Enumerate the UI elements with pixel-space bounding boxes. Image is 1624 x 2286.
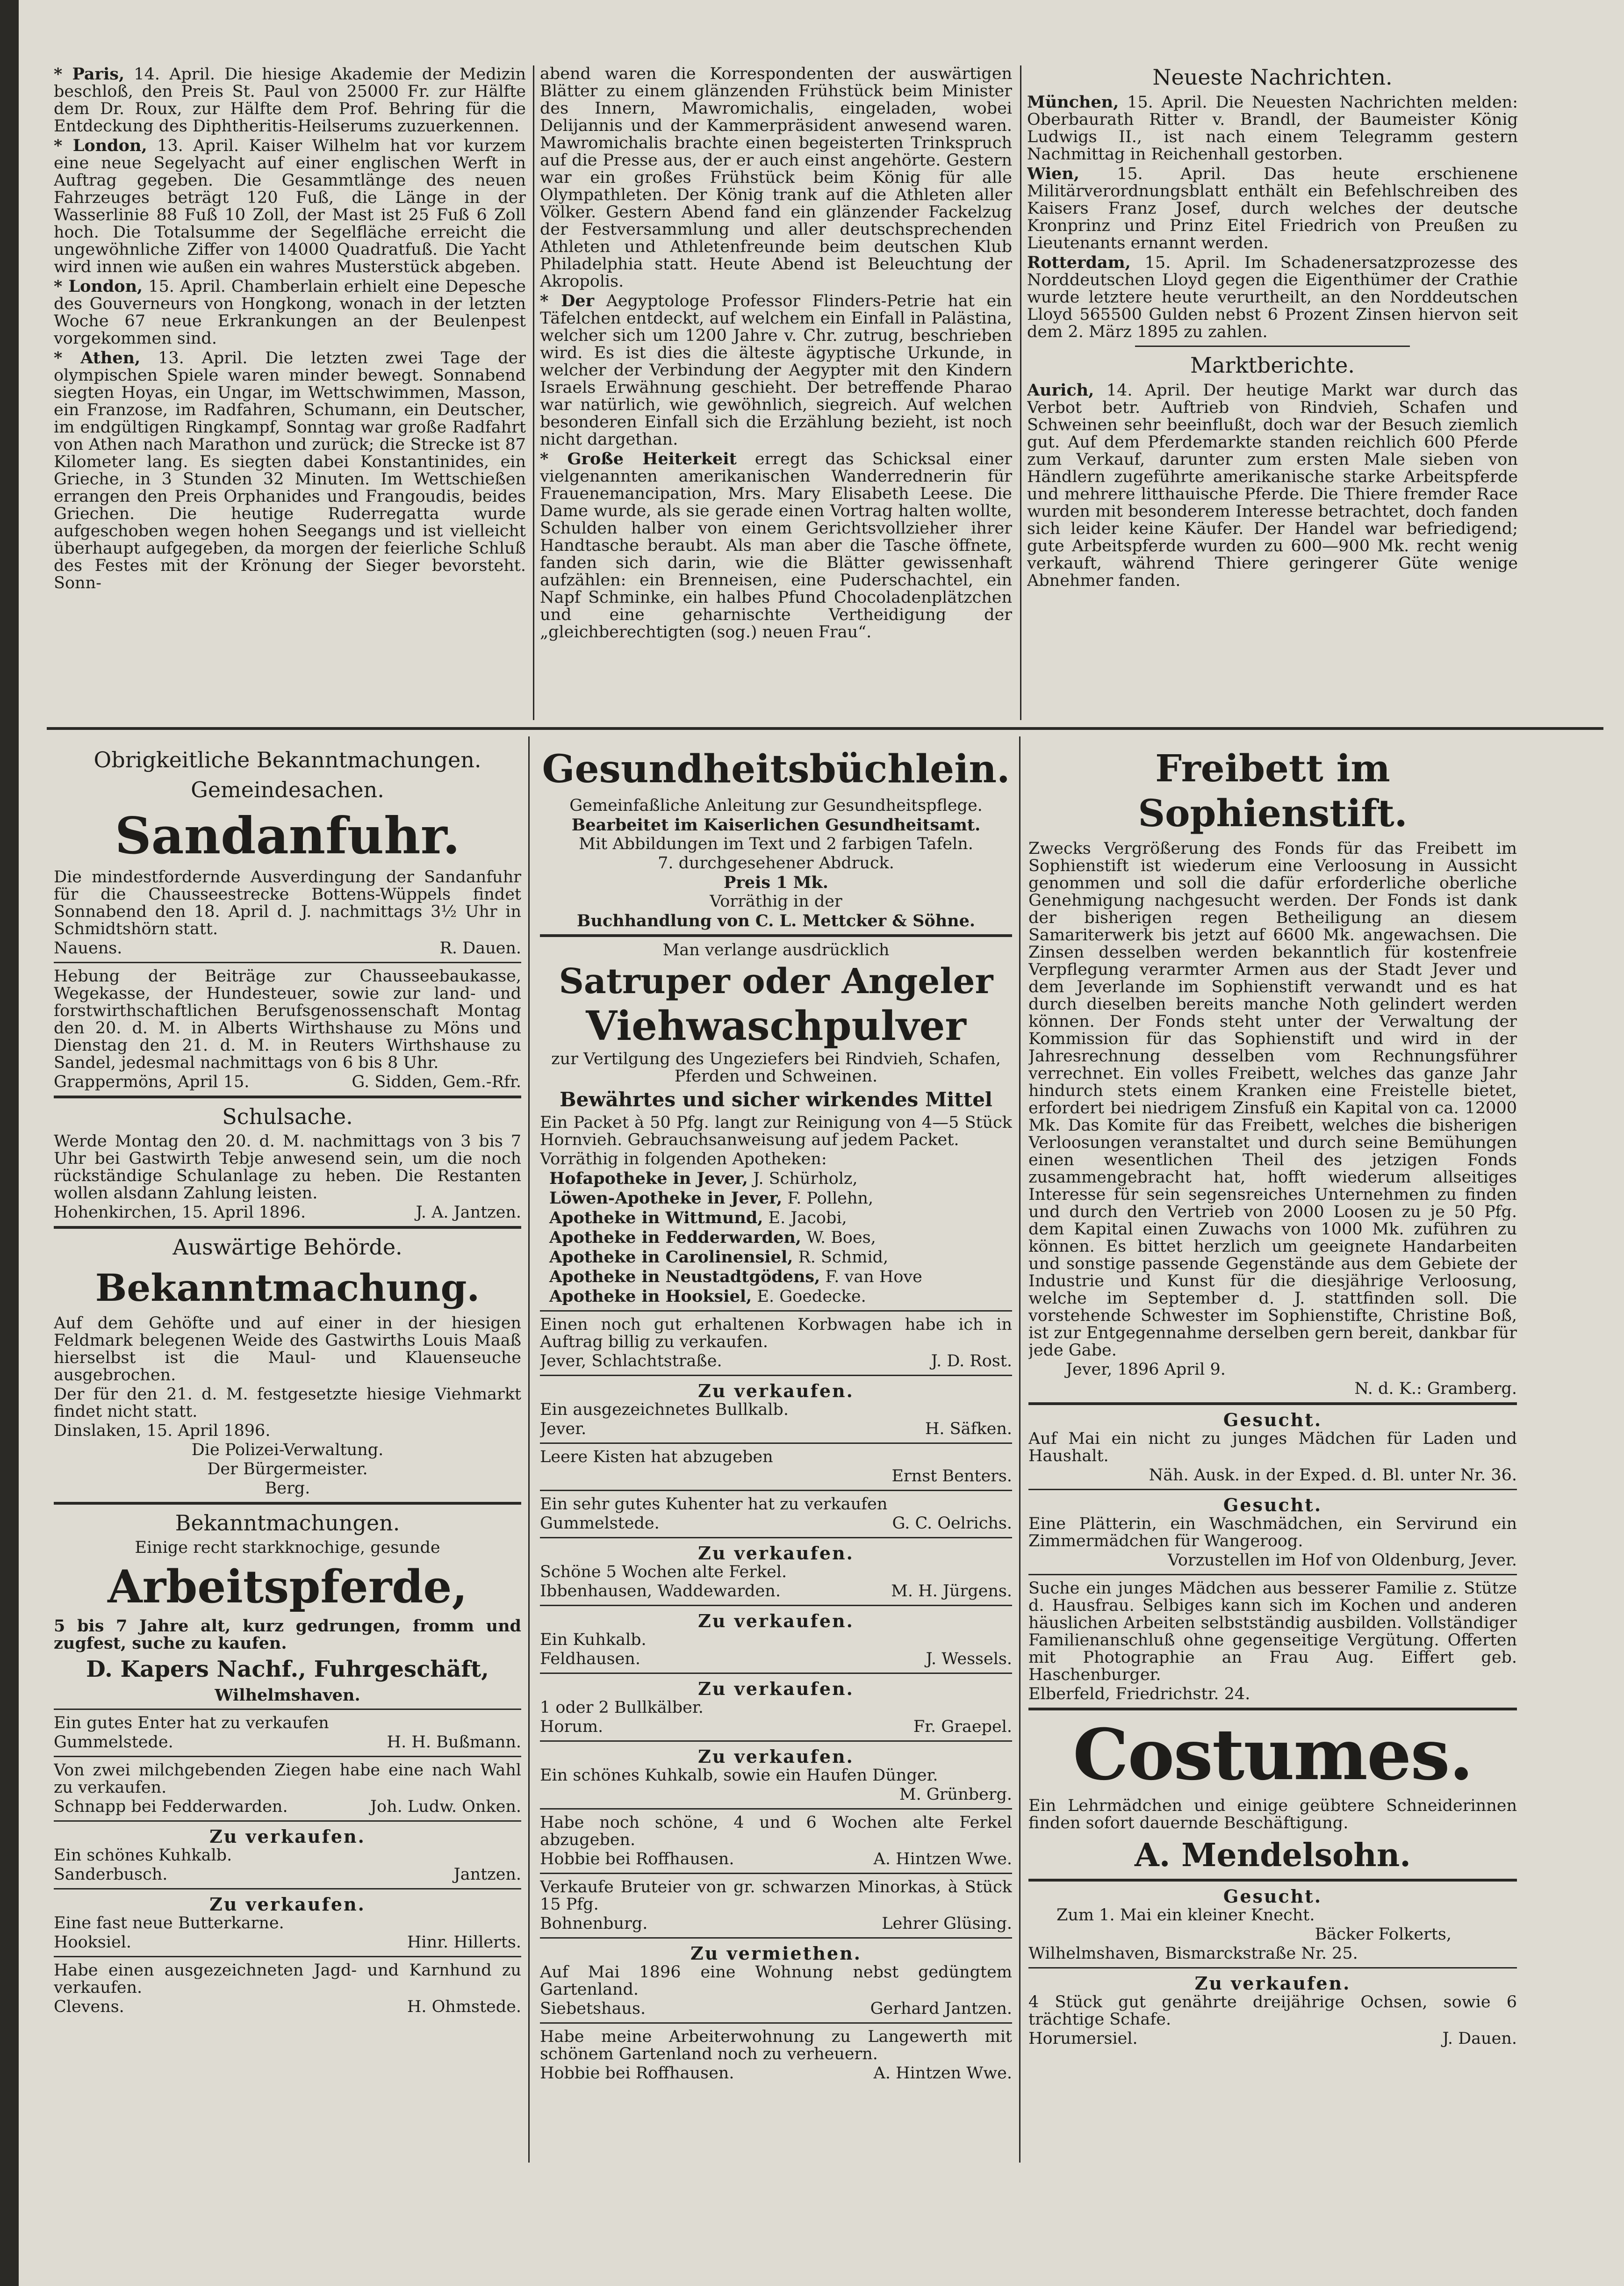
apotheke-row bbox=[540, 1248, 1012, 1266]
news-item bbox=[540, 65, 1012, 290]
small-ad-text: Ein schönes Kuhkalb, sowie ein Haufen Dünger. bbox=[540, 1766, 938, 1785]
small-ad-name: Jantzen. bbox=[453, 1865, 521, 1884]
arbeitspferde-firm: D. Kapers Nachf., Fuhrgeschäft, bbox=[86, 1656, 489, 1682]
sat-sub: zur Vertilgung des Ungeziefers bei Rindvieh, Schafen, Pferden und Schweinen. bbox=[551, 1050, 1001, 1086]
arbeitspferde-pre: Einige recht starkknochige, gesunde bbox=[135, 1538, 440, 1557]
schulsache-text: Werde Montag den 20. d. M. nachmittags von 3 bis 7 Uhr bei Gastwirth Tebje anwesend sein, um die noch rückständige Schulanlage zu heben. Die Restanten wollen alsdann Zahlung leisten. bbox=[54, 1132, 521, 1203]
small-ad-place: Schnapp bei Fedderwarden. bbox=[54, 1797, 288, 1816]
news-column-2 bbox=[540, 65, 1012, 725]
gb-bookshop: Buchhandlung von C. L. Mettcker & Söhne. bbox=[576, 911, 976, 930]
news-column-3 bbox=[1027, 61, 1518, 725]
costumes-text: Ein Lehrmädchen und einige geübtere Schneiderinnen finden sofort dauernde Beschäftigung. bbox=[1028, 1796, 1517, 1832]
gesucht-heading: Gesucht. bbox=[1223, 1494, 1322, 1515]
divider bbox=[540, 1873, 1012, 1874]
small-ad-place: Feldhausen. bbox=[540, 1650, 640, 1668]
small-ad-text: Ein ausgezeichnetes Bullkalb. bbox=[540, 1400, 789, 1419]
small-ad-heading: Zu verkaufen. bbox=[698, 1746, 854, 1767]
news-lead: * London, bbox=[54, 277, 143, 296]
small-ad-heading: Zu verkaufen. bbox=[698, 1678, 854, 1699]
news-text: 15. April. Das heute erschienene Militärverordnungsblatt enthält ein Befehlschreiben des Kaisers Franz Josef, durch welches der deutsche Kronprinz und Prinz Eitel Friedrich von Preußen zu Lieutenants ernannt werden. bbox=[1027, 165, 1518, 252]
signature-row: Hohenkirchen, 15. April 1896. J. A. Jantzen. bbox=[54, 1203, 521, 1222]
divider bbox=[1135, 346, 1410, 347]
small-ad-text: Ein Kuhkalb. bbox=[540, 1630, 647, 1649]
column-rule bbox=[533, 65, 534, 720]
small-ad bbox=[540, 1496, 1012, 1538]
small-ad-name: J. Wessels. bbox=[926, 1650, 1012, 1668]
small-ad-place: Clevens. bbox=[54, 1998, 124, 2016]
small-ad-place: Hobbie bei Roffhausen. bbox=[540, 2064, 734, 2083]
small-ad-name: A. Hintzen Wwe. bbox=[873, 1850, 1012, 1868]
divider bbox=[1028, 1402, 1517, 1405]
small-ad bbox=[54, 1962, 521, 2016]
small-ad-place: Ibbenhausen, Waddewarden. bbox=[540, 1582, 781, 1601]
signature-row: Grappermöns, April 15. G. Sidden, Gem.-Rfr. bbox=[54, 1073, 521, 1091]
small-ad-signature bbox=[54, 1798, 521, 1816]
gesucht-signature: Bäcker Folkerts, bbox=[1315, 1925, 1452, 1944]
small-ad-signature bbox=[54, 1866, 521, 1883]
news-text: 15. April. Chamberlain erhielt eine Depesche des Gouverneurs von Hongkong, wonach in der letzten Woche 67 neue Erkrankungen an der Beulenpest vorgekommen sind. bbox=[54, 277, 526, 348]
divider bbox=[1028, 1879, 1517, 1882]
hebung-text: Hebung der Beiträge zur Chausseebaukasse, Wegekasse, der Hundesteuer, sowie zur land- und forstwirthschaftlichen Berufsgenossenschaft Montag den 20. d. M. in Alberts Wirthshause zu Möns und Dienstag den 21. d. M. in Reuters Wirthshause zu Sandel, jedesmal nachmittags von 6 bis 8 Uhr. bbox=[54, 967, 521, 1072]
small-ad bbox=[540, 1449, 1012, 1491]
small-ad bbox=[540, 1381, 1012, 1444]
sat-pre: Man verlange ausdrücklich bbox=[662, 941, 890, 959]
section-divider bbox=[47, 727, 1603, 730]
small-ad-text: Habe noch schöne, 4 und 6 Wochen alte Ferkel abzugeben. bbox=[540, 1813, 1012, 1849]
divider bbox=[540, 934, 1012, 937]
small-ad-name: M. Grünberg. bbox=[899, 1785, 1012, 1804]
apotheke-row bbox=[540, 1288, 1012, 1305]
news-text: 15. April. Die Neuesten Nachrichten melden: Oberbaurath Ritter v. Brandl, der Baumeister König Ludwigs II., ist nach einem Telegramm gestern Nachmittag in Reichenhall gestorben. bbox=[1027, 93, 1518, 164]
divider bbox=[540, 1673, 1012, 1674]
gesucht-text: Zum 1. Mai ein kleiner Knecht. bbox=[1056, 1906, 1315, 1925]
news-item bbox=[54, 349, 526, 592]
apotheke-name: Löwen-Apotheke in Jever, bbox=[549, 1189, 783, 1208]
freibett-text: Zwecks Vergrößerung des Fonds für das Freibett im Sophienstift ist wiederum eine Verloosung in Aussicht genommen und soll die dafür erforderliche oberliche Genehmigung nachgesucht werden. Der Fonds ist dank der bisherigen regen Betheiligung an diesem Samariterwerk bis jetzt auf 6600 Mk. angewachsen. Die Zinsen desselben werden bekanntlich für kostenfreie Verpflegung verarmter Armen aus der Stadt Jever und dem Jeverlande im Sophienstift verwandt und es hat durch dieselben bereits manche Noth gelindert werden können. Der Fonds steht unter der Verwaltung der Kommission für das Sophienstift und wird in der Jahresrechnung desselben vom Rechnungsführer verrechnet. Ein volles Freibett, welches das ganze Jahr hindurch stets einem Kranken eine Freistelle bietet, erfordert bei niedrigem Zinsfuß ein Kapital von ca. 12000 Mk. Das Komite für das Freibett, welches die bisherigen Verloosungen veranstaltet und durch seine Bemühungen einen wesentlichen Theil des jetzigen Fonds zusammengebracht hat, hofft wiederum allseitiges Interesse für sein segensreiches Unternehmen zu finden und durch den Vertrieb von 2000 Loosen zu je 50 Pfg. dem Kapital einen Zuwachs von 1000 Mk. zuführen zu können. Es bittet herzlich um geeignete Handarbeiten und sonstige passende Gegenstände aus dem Gebiete der Industrie und Kunst für die diesjährige Verloosung, welche im September d. J. stattfinden soll. Die vorstehende Schwester im Sophienstifte, Christine Boß, ist zur Entgegennahme derselben gern bereit, dankbar für jede Gabe. bbox=[1028, 839, 1517, 1360]
costumes-title: Costumes. bbox=[1072, 1714, 1473, 1796]
gesucht-text: Eine Plätterin, ein Waschmädchen, ein Servirund ein Zimmermädchen für Wangeroog. bbox=[1028, 1514, 1517, 1550]
small-ad-signature bbox=[540, 1851, 1012, 1868]
divider bbox=[54, 1820, 521, 1822]
small-ad-heading: Zu verkaufen. bbox=[698, 1380, 854, 1401]
gesundheitsbuechlein-title: Gesundheitsbüchlein. bbox=[542, 747, 1010, 792]
small-ad-place: Bohnenburg. bbox=[540, 1914, 648, 1933]
suche-text: Suche ein junges Mädchen aus besserer Familie z. Stütze d. Hausfrau. Selbiges kann sich im Kochen und anderen häuslichen Arbeiten selbstständig ausbilden. Vollständiger Familienanschluß ohne gegenseitige Vergütung. Offerten mit Photographie an Frau Aug. Eiffert geb. Haschenburger. bbox=[1028, 1579, 1517, 1684]
ads-column-3 bbox=[1028, 741, 1517, 2172]
apotheke-owner: J. Schürholz, bbox=[753, 1169, 858, 1188]
arbeitspferde-text: 5 bis 7 Jahre alt, kurz gedrungen, fromm und zugfest, suche zu kaufen. bbox=[54, 1616, 521, 1653]
verkaufen-heading: Zu verkaufen. bbox=[1194, 1973, 1351, 1994]
signature-row: Horumersiel. J. Dauen. bbox=[1028, 2029, 1517, 2048]
gesucht-ref: Vorzustellen im Hof von Oldenburg, Jever. bbox=[1167, 1551, 1517, 1570]
small-ad-signature bbox=[540, 2065, 1012, 2082]
apotheke-name: Apotheke in Neustadtgödens, bbox=[549, 1267, 820, 1286]
small-ad bbox=[54, 1826, 521, 1889]
small-ad-name: H. H. Bußmann. bbox=[387, 1733, 521, 1752]
small-ad-place: Jever, Schlachtstraße. bbox=[540, 1352, 722, 1370]
gb-line: Gemeinfaßliche Anleitung zur Gesundheitspflege. bbox=[569, 796, 983, 815]
news-text: abend waren die Korrespondenten der auswärtigen Blätter zu einem glänzenden Frühstück beim Minister des Innern, Mawromichalis, eingeladen, wobei Delijannis und der Kammerpräsident anwesend waren. Mawromichalis brachte einen begeisterten Trinkspruch auf die Presse aus, der er auch einst angehörte. Gestern war ein großes Frühstück beim König für alle Olympathleten. Der König trank auf die Athleten aller Völker. Gestern Abend fand ein glänzender Fackelzug der Festversammlung und aller deutschsprechenden Athleten und Athletenfreunde beim deutschen Klub Philadelphia statt. Heute Abend ist Beleuchtung der Akropolis. bbox=[540, 65, 1012, 291]
gesucht-heading: Gesucht. bbox=[1223, 1886, 1322, 1907]
small-ad-place: Hobbie bei Roffhausen. bbox=[540, 1850, 734, 1868]
apotheke-owner: E. Jacobi, bbox=[768, 1209, 847, 1227]
apotheke-row bbox=[540, 1229, 1012, 1247]
small-ad-heading: Zu verkaufen. bbox=[209, 1826, 366, 1847]
small-ad bbox=[540, 1746, 1012, 1810]
small-ad bbox=[54, 1762, 521, 1822]
divider bbox=[1028, 1574, 1517, 1575]
apotheke-row bbox=[540, 1268, 1012, 1286]
page-edge-shadow bbox=[0, 0, 19, 2286]
news-item bbox=[1027, 165, 1518, 252]
bekanntmachung-text: Der für den 21. d. M. festgesetzte hiesige Viehmarkt findet nicht statt. bbox=[54, 1385, 521, 1421]
small-ad-place: Horum. bbox=[540, 1717, 604, 1736]
divider bbox=[54, 962, 521, 963]
sandanfuhr-title: Sandanfuhr. bbox=[115, 807, 460, 865]
small-ad bbox=[540, 1679, 1012, 1742]
apotheke-name: Apotheke in Wittmund, bbox=[549, 1208, 763, 1227]
small-ad-signature bbox=[540, 1786, 1012, 1803]
divider bbox=[54, 1226, 521, 1229]
divider bbox=[54, 1956, 521, 1957]
viehwaschpulver-title: Viehwaschpulver bbox=[586, 1002, 966, 1050]
small-ad-heading: Zu vermiethen. bbox=[690, 1943, 862, 1964]
small-ad-text: Ein gutes Enter hat zu verkaufen bbox=[54, 1714, 329, 1732]
satruper-title: Satruper oder Angeler bbox=[559, 961, 993, 1002]
divider bbox=[540, 1937, 1012, 1939]
column-rule bbox=[1020, 65, 1021, 720]
divider bbox=[540, 1490, 1012, 1491]
divider bbox=[540, 1605, 1012, 1606]
small-ad bbox=[540, 1543, 1012, 1606]
freibett-signature: N. d. K.: Gramberg. bbox=[1354, 1379, 1517, 1398]
small-ad-signature bbox=[540, 2000, 1012, 2018]
heading-bekanntmachungen: Bekanntmachungen. bbox=[175, 1510, 400, 1536]
apotheke-name: Hofapotheke in Jever, bbox=[549, 1169, 748, 1188]
suche-ref: Elberfeld, Friedrichstr. 24. bbox=[1028, 1685, 1250, 1703]
ads-column-2 bbox=[540, 741, 1012, 2172]
apotheke-row bbox=[540, 1190, 1012, 1207]
sat-vorraethig: Vorräthig in folgenden Apotheken: bbox=[540, 1150, 827, 1168]
small-ad-name: Lehrer Glüsing. bbox=[882, 1914, 1012, 1933]
news-lead: * Große Heiterkeit bbox=[540, 449, 737, 469]
small-ad-text: Einen noch gut erhaltenen Korbwagen habe ich in Auftrag billig zu verkaufen. bbox=[540, 1315, 1012, 1351]
market-report: Aurich, 14. April. Der heutige Markt war durch das Verbot betr. Auftrieb von Rindvieh, Schafen und Schweinen sehr beeinflußt, doch war der Besuch ziemlich gut. Auf dem Pferdemarkte standen reichlich 600 Pferde zum Verkauf, darunter zum ersten Male sieben von Händlern zugeführte amerikanische starke Arbeitspferde und mehrere litthauische Pferde. Die Thiere fremder Race wurden mit besonderem Interesse betrachtet, doch fanden sich leider keine Käufer. Der Handel war befriedigend; gute Arbeitspferde wurden zu 600—900 Mk. recht wenig verkauft, während Thiere geringerer Güte wenige Abnehmer fanden. bbox=[1027, 381, 1518, 590]
signature: Der Bürgermeister. bbox=[207, 1460, 368, 1478]
column-rule bbox=[528, 736, 530, 2163]
sandanfuhr-text: Die mindestfordernde Ausverdingung der Sandanfuhr für die Chausseestrecke Bottens-Wüppels findet Sonnabend den 18. April d. J. nachmittags 3½ Uhr in Schmidtshörn statt. bbox=[54, 868, 521, 938]
newspaper-page bbox=[19, 0, 1624, 2286]
small-ad-text: Auf Mai 1896 eine Wohnung nebst gedüngtem Gartenland. bbox=[540, 1963, 1012, 1999]
small-ad-place: Siebetshaus. bbox=[540, 1999, 646, 2018]
small-ad-place: Gummelstede. bbox=[540, 1514, 660, 1533]
heading-neueste-nachrichten: Neueste Nachrichten. bbox=[1152, 65, 1393, 90]
news-text: erregt das Schicksal einer vielgenannten amerikanischen Wanderrednerin für Frauenemancipation, Mrs. Mary Elisabeth Leese. Die Dame wurde, als sie gerade einen Vortrag halten wollte, Schulden halber von einem Gerichtsvollzieher ihrer Handtasche beraubt. Als man aber die Tasche öffnete, fanden sich darin, wie die Blätter gewissenhaft aufzählen: ein Brenneisen, eine Puderschachtel, ein Napf Schminke, ein halbes Pfund Chocoladenplätzchen und eine geharnischte Vertheidigung der „gleichberechtigten (sog.) neuen Frau“. bbox=[540, 450, 1012, 642]
small-ad-signature bbox=[54, 1734, 521, 1751]
gb-line: 7. durchgesehener Abdruck. bbox=[658, 854, 894, 873]
small-ad-signature bbox=[540, 1583, 1012, 1600]
small-ad-name: Ernst Benters. bbox=[891, 1467, 1012, 1486]
small-ad-signature bbox=[540, 1421, 1012, 1438]
heading-obrigkeitliche: Obrigkeitliche Bekanntmachungen. bbox=[93, 747, 481, 772]
news-lead: * Der bbox=[540, 291, 595, 310]
apotheke-name: Apotheke in Carolinensiel, bbox=[549, 1248, 793, 1267]
news-column-1 bbox=[54, 65, 526, 725]
small-ad-signature bbox=[540, 1515, 1012, 1532]
news-item bbox=[1027, 94, 1518, 163]
apotheke-owner: E. Goedecke. bbox=[757, 1287, 866, 1306]
small-ad-signature bbox=[540, 1353, 1012, 1370]
small-ad-heading: Zu verkaufen. bbox=[698, 1543, 854, 1564]
small-ad-name: M. H. Jürgens. bbox=[891, 1582, 1012, 1601]
small-ad-text: Schöne 5 Wochen alte Ferkel. bbox=[540, 1563, 787, 1581]
divider bbox=[54, 1096, 521, 1098]
news-item bbox=[540, 292, 1012, 448]
small-ad-signature bbox=[540, 1915, 1012, 1933]
small-ad-name: A. Hintzen Wwe. bbox=[873, 2064, 1012, 2083]
news-text: 13. April. Kaiser Wilhelm hat vor kurzem eine neue Segelyacht auf einer englischen Werft in Auftrag gegeben. Die Gesammtlänge des neuen Fahrzeuges beträgt 120 Fuß, die Länge in der Wasserlinie 88 Fuß 10 Zoll, der Mast ist 25 Fuß 6 Zoll hoch. Die Totalsumme der Segelfläche erreicht die ungewöhnliche Ziffer von 14000 Quadratfuß. Die Yacht wird innen wie außen ein wahres Musterstück abgeben. bbox=[54, 137, 526, 276]
news-lead: * Paris, bbox=[54, 65, 125, 84]
news-item bbox=[54, 65, 526, 135]
small-ad-name: Gerhard Jantzen. bbox=[870, 1999, 1012, 2018]
small-ad-heading: Zu verkaufen. bbox=[698, 1610, 854, 1631]
small-ad-text: Habe meine Arbeiterwohnung zu Langewerth mit schönem Gartenland noch zu verheuern. bbox=[540, 2027, 1012, 2063]
small-ad-name: Joh. Ludw. Onken. bbox=[370, 1797, 521, 1816]
divider bbox=[54, 1502, 521, 1505]
heading-gemeindesachen: Gemeindesachen. bbox=[191, 777, 384, 802]
small-ad-heading: Zu verkaufen. bbox=[209, 1894, 366, 1915]
news-lead: Wien, bbox=[1027, 164, 1079, 183]
small-ad bbox=[540, 2028, 1012, 2082]
news-text: Aegyptologe Professor Flinders-Petrie hat ein Täfelchen entdeckt, auf welchem ein Einfall in Palästina, welcher sich um 1200 Jahre v. Chr. zutrug, beschrieben wird. Es ist dies die älteste ägyptische Urkunde, in welcher der Verbindung der Aegypter mit den Kindern Israels Erwähnung geschieht. Der betreffende Pharao war natürlich, wie gewöhnlich, siegreich. Auf welchen besonderen Einfall sich die Erzählung bezieht, ist noch nicht dargethan. bbox=[540, 292, 1012, 449]
divider bbox=[1028, 1708, 1517, 1710]
small-ad-place: Hooksiel. bbox=[54, 1933, 132, 1952]
small-ad-signature bbox=[540, 1468, 1012, 1485]
news-lead: München, bbox=[1027, 93, 1119, 112]
sat-claim: Bewährtes und sicher wirkendes Mittel bbox=[560, 1088, 992, 1111]
heading-auswaertige: Auswärtige Behörde. bbox=[172, 1234, 402, 1260]
small-ad bbox=[540, 1316, 1012, 1376]
news-item bbox=[1027, 254, 1518, 341]
small-ad-text: Habe einen ausgezeichneten Jagd- und Karnhund zu verkaufen. bbox=[54, 1961, 521, 1997]
signature: Die Polizei-Verwaltung. bbox=[191, 1441, 384, 1459]
heading-schulsache: Schulsache. bbox=[222, 1104, 353, 1129]
small-ad-name: G. C. Oelrichs. bbox=[892, 1514, 1012, 1533]
apotheke-row bbox=[540, 1209, 1012, 1227]
small-ad-name: H. Ohmstede. bbox=[407, 1998, 521, 2016]
divider bbox=[540, 2022, 1012, 2024]
gesucht-heading: Gesucht. bbox=[1223, 1409, 1322, 1430]
gb-line: Bearbeitet im Kaiserlichen Gesundheitsamt. bbox=[571, 815, 981, 835]
apotheke-name: Apotheke in Hooksiel, bbox=[549, 1287, 752, 1306]
small-ad-name: Hinr. Hillerts. bbox=[407, 1933, 521, 1952]
divider bbox=[1028, 1489, 1517, 1490]
gb-line: Mit Abbildungen im Text und 2 farbigen Tafeln. bbox=[579, 835, 973, 853]
small-ad bbox=[540, 1879, 1012, 1939]
small-ad-signature bbox=[540, 1718, 1012, 1736]
small-ad-name: J. D. Rost. bbox=[931, 1352, 1012, 1370]
small-ad-text: 1 oder 2 Bullkälber. bbox=[540, 1698, 704, 1717]
divider bbox=[54, 1756, 521, 1757]
news-item bbox=[54, 278, 526, 347]
gesucht-ref: Näh. Ausk. in der Exped. d. Bl. unter Nr. 36. bbox=[1149, 1466, 1517, 1485]
divider bbox=[540, 1740, 1012, 1742]
news-text: 15. April. Im Schadenersatzprozesse des Norddeutschen Lloyd gegen die Eigenthümer der Crathie wurde letztere heute verurtheilt, an den Norddeutschen Lloyd 565500 Gulden nebst 6 Prozent Zinsen hiervon seit dem 2. März 1895 zu zahlen. bbox=[1027, 253, 1518, 341]
column-rule bbox=[1019, 736, 1020, 2163]
sat-text: Ein Packet à 50 Pfg. langt zur Reinigung von 4—5 Stück Hornvieh. Gebrauchsanweisung auf jedem Packet. bbox=[540, 1113, 1012, 1149]
mendelsohn-firm: A. Mendelsohn. bbox=[1135, 1837, 1411, 1874]
divider bbox=[540, 1375, 1012, 1376]
bekanntmachung-text: Auf dem Gehöfte und auf einer in der hiesigen Feldmark belegenen Weide des Gastwirths Louis Maaß hierselbst ist die Maul- und Klauenseuche ausgebrochen. bbox=[54, 1314, 521, 1385]
small-ad bbox=[54, 1715, 521, 1757]
divider bbox=[54, 1888, 521, 1889]
divider bbox=[540, 1537, 1012, 1538]
ads-column-1 bbox=[54, 743, 521, 2174]
gb-line: Vorräthig in der bbox=[710, 892, 842, 911]
small-ad-text: Eine fast neue Butterkarne. bbox=[54, 1914, 284, 1933]
apotheke-owner: R. Schmid, bbox=[798, 1248, 889, 1267]
small-ad bbox=[540, 1814, 1012, 1874]
apotheke-row bbox=[540, 1170, 1012, 1188]
small-ad bbox=[540, 1943, 1012, 2024]
small-ad-place: Jever. bbox=[540, 1420, 587, 1438]
small-ad bbox=[54, 1894, 521, 1957]
apotheke-name: Apotheke in Fedderwarden, bbox=[549, 1228, 801, 1247]
small-ad-text: Leere Kisten hat abzugeben bbox=[540, 1448, 773, 1466]
news-item bbox=[54, 137, 526, 276]
apotheke-owner: W. Boes, bbox=[806, 1228, 876, 1247]
news-lead: * Athen, bbox=[54, 348, 141, 368]
small-ad-name: Fr. Graepel. bbox=[913, 1717, 1012, 1736]
news-item bbox=[540, 450, 1012, 641]
freibett-date: Jever, 1896 April 9. bbox=[1066, 1360, 1226, 1379]
divider bbox=[1028, 1967, 1517, 1969]
verkaufen-text: 4 Stück gut genährte dreijährige Ochsen, sowie 6 trächtige Schafe. bbox=[1028, 1993, 1517, 2029]
gesucht-text: Auf Mai ein nicht zu junges Mädchen für Laden und Haushalt. bbox=[1028, 1429, 1517, 1465]
small-ad-text: Ein schönes Kuhkalb. bbox=[54, 1846, 232, 1865]
news-text: 13. April. Die letzten zwei Tage der olympischen Spiele waren minder bewegt. Sonnabend siegten Hoyas, ein Ungar, im Wettschwimmen, Masson, ein Franzose, im Radfahren, Schumann, ein Deutscher, im endgültigen Ringkampf, Sonntag war große Radfahrt von Athen nach Marathon und zurück; die Strecke ist 87 Kilometer lang. Es siegten dabei Konstantinides, ein Grieche, in 3 Stunden 32 Minuten. Im Wettschießen errangen den Preis Orphanides und Frangoudis, beides Griechen. Die heutige Ruderregatta wurde aufgeschoben wegen hohen Seegangs und ist vielleicht überhaupt aufgegeben, da morgen der feierliche Schluß des Festes mit der Krönung der Sieger bevorsteht. Sonn- bbox=[54, 349, 526, 592]
apotheke-owner: F. Pollehn, bbox=[787, 1189, 874, 1208]
gesucht-ref: Wilhelmshaven, Bismarckstraße Nr. 25. bbox=[1028, 1944, 1358, 1963]
divider bbox=[540, 1442, 1012, 1444]
signature: Berg. bbox=[265, 1479, 310, 1498]
news-text: 14. April. Die hiesige Akademie der Medizin beschloß, den Preis St. Paul von 25000 Fr. zur Hälfte dem Dr. Roux, zur Hälfte dem Prof. Behring für die Entdeckung des Diphtheritis-Heilserums zuzuerkennen. bbox=[54, 65, 526, 136]
divider bbox=[540, 1808, 1012, 1810]
gb-price: Preis 1 Mk. bbox=[724, 873, 828, 892]
freibett-title: Freibett im Sophienstift. bbox=[1138, 746, 1408, 835]
small-ad-text: Ein sehr gutes Kuhenter hat zu verkaufen bbox=[540, 1495, 888, 1514]
small-ad-signature bbox=[54, 1934, 521, 1951]
bekanntmachung-title: Bekanntmachung. bbox=[95, 1266, 480, 1310]
divider bbox=[540, 1310, 1012, 1312]
news-lead: * London, bbox=[54, 136, 147, 155]
heading-marktberichte: Marktberichte. bbox=[1190, 353, 1355, 378]
apotheke-owner: F. van Hove bbox=[825, 1268, 922, 1286]
news-lead: Rotterdam, bbox=[1027, 253, 1131, 272]
small-ad-signature bbox=[540, 1651, 1012, 1668]
arbeitspferde-place: Wilhelmshaven. bbox=[215, 1686, 360, 1705]
signature-row: Nauens. R. Dauen. bbox=[54, 939, 521, 958]
small-ad bbox=[540, 1611, 1012, 1674]
small-ad-place: Gummelstede. bbox=[54, 1733, 173, 1752]
small-ad-place: Sanderbusch. bbox=[54, 1865, 168, 1884]
small-ad-name: H. Säfken. bbox=[925, 1420, 1012, 1438]
bekanntmachung-date: Dinslaken, 15. April 1896. bbox=[54, 1421, 271, 1440]
small-ad-text: Von zwei milchgebenden Ziegen habe eine nach Wahl zu verkaufen. bbox=[54, 1761, 521, 1797]
small-ad-text: Verkaufe Bruteier von gr. schwarzen Minorkas, à Stück 15 Pfg. bbox=[540, 1878, 1012, 1914]
arbeitspferde-title: Arbeitspferde, bbox=[108, 1560, 467, 1613]
small-ad-signature bbox=[54, 1998, 521, 2016]
divider bbox=[54, 1709, 521, 1710]
